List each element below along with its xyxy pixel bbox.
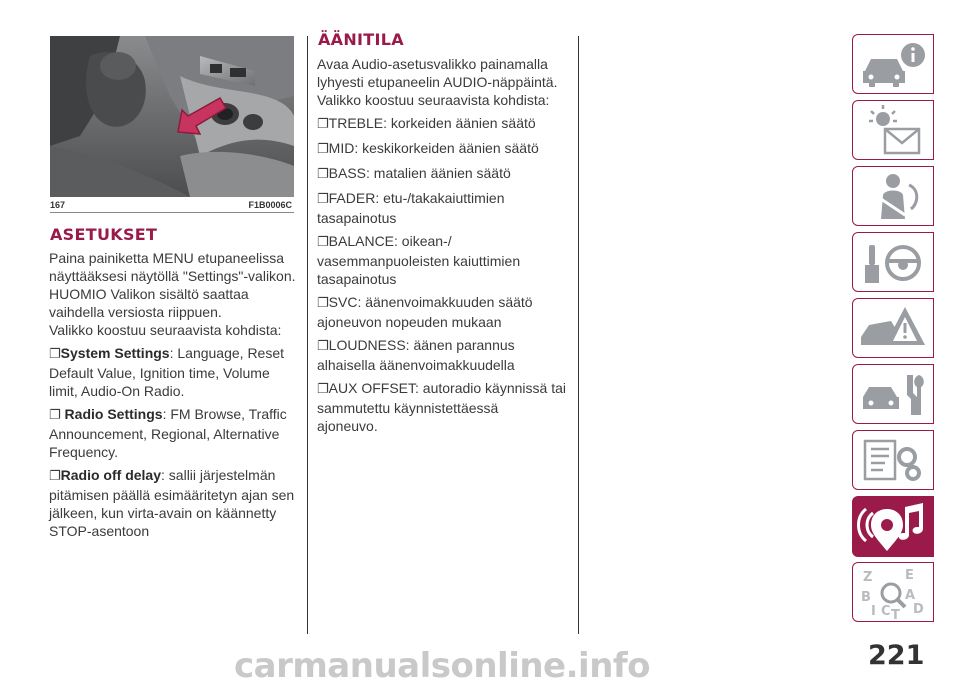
bullet-icon: ❐ xyxy=(49,347,61,362)
svg-text:I: I xyxy=(871,604,876,619)
bullet-icon: ❐ xyxy=(49,408,61,423)
bullet-icon: ❐ xyxy=(317,167,329,182)
intro-line: Paina painiketta MENU etupaneelissa xyxy=(49,250,285,266)
figure-caption xyxy=(50,198,294,212)
audio-item-fader: ❐FADER: etu-/takakaiuttimien tasapainotus xyxy=(317,190,505,226)
audio-item-bass: ❐BASS: matalien äänien säätö xyxy=(317,165,511,182)
tab-index[interactable] xyxy=(852,562,934,622)
document-gears-icon xyxy=(857,433,929,487)
svg-text:Z: Z xyxy=(863,570,873,585)
item-term: System Settings xyxy=(60,345,170,361)
tab-emergency[interactable] xyxy=(852,298,934,358)
settings-item-radio-off-delay: ❐Radio off delay: sallii järjestelmän pitämisen päällä esimääritetyn ajan sen jälkeen, kun virta-avain on käännetty STOP-asentoon xyxy=(49,467,295,539)
audio-item-treble: ❐TREBLE: korkeiden äänien säätö xyxy=(317,115,536,132)
column-divider xyxy=(307,36,308,634)
bullet-icon: ❐ xyxy=(317,382,329,397)
multimedia-icon xyxy=(857,499,929,555)
intro-line: vaihdella versiosta riippuen. xyxy=(49,304,222,320)
svg-text:D: D xyxy=(913,602,924,617)
svg-text:A: A xyxy=(905,588,916,603)
bullet-icon: ❐ xyxy=(317,117,329,132)
audio-item-loudness: ❐LOUDNESS: äänen parannus alhaisella äänenvoimakkuudella xyxy=(317,337,515,373)
svg-text:T: T xyxy=(891,608,900,619)
car-info-icon xyxy=(857,37,929,91)
figure-code: F1B0006C xyxy=(248,200,292,210)
bullet-icon: ❐ xyxy=(317,192,329,207)
lights-message-icon xyxy=(857,103,929,157)
bullet-icon: ❐ xyxy=(49,469,61,484)
item-term: Radio Settings xyxy=(64,406,163,422)
watermark: carmanualsonline.info xyxy=(234,646,651,686)
bullet-icon: ❐ xyxy=(317,339,329,354)
audio-mode-text xyxy=(317,55,579,440)
settings-text xyxy=(49,249,299,545)
intro-line: HUOMIO Valikon sisältö saattaa xyxy=(49,286,249,302)
car-warning-icon xyxy=(857,301,929,355)
index-letters-icon xyxy=(857,565,929,619)
key-steering-wheel-icon xyxy=(857,235,929,289)
item-term: Radio off delay xyxy=(60,467,162,483)
car-tools-icon xyxy=(857,367,929,421)
bullet-icon: ❐ xyxy=(317,142,329,157)
svg-text:E: E xyxy=(905,568,914,583)
audio-intro: Avaa Audio-asetusvalikko painamalla lyhyesti etupaneelin AUDIO-näppäintä. Valikko koostuu seuraavista kohdista: xyxy=(317,56,558,108)
bullet-icon: ❐ xyxy=(317,235,329,250)
figure-number: 167 xyxy=(50,200,66,210)
tab-lights-messages[interactable] xyxy=(852,100,934,160)
tab-safety[interactable] xyxy=(852,166,934,226)
settings-item-radio: ❐ Radio Settings: FM Browse, Traffic Announcement, Regional, Alternative Frequency. xyxy=(49,406,287,460)
column-divider-right xyxy=(578,36,579,634)
tab-maintenance[interactable] xyxy=(852,364,934,424)
intro-line: näyttääksesi näytöllä "Settings"-valikon. xyxy=(49,268,296,284)
airbag-person-icon xyxy=(857,169,929,223)
settings-intro xyxy=(49,249,299,339)
bullet-icon: ❐ xyxy=(317,296,329,311)
audio-mode-heading: ÄÄNITILA xyxy=(318,30,404,49)
page-number: 221 xyxy=(868,640,925,671)
tab-starting-driving[interactable] xyxy=(852,232,934,292)
console-illustration xyxy=(50,36,294,197)
tab-multimedia[interactable] xyxy=(852,496,934,557)
svg-text:C: C xyxy=(881,604,891,619)
tab-technical-data[interactable] xyxy=(852,430,934,490)
tab-car-info[interactable] xyxy=(852,34,934,94)
console-photo xyxy=(50,36,294,197)
svg-text:B: B xyxy=(861,590,871,605)
audio-item-balance: ❐BALANCE: oikean-/ vasemmanpuoleisten kaiuttimien tasapainotus xyxy=(317,233,521,287)
audio-item-svc: ❐SVC: äänenvoimakkuuden säätö ajoneuvon nopeuden mukaan xyxy=(317,294,533,330)
settings-item-system: ❐System Settings: Language, Reset Default Value, Ignition time, Volume limit, Audio-On Radio. xyxy=(49,345,285,399)
intro-line: Valikko koostuu seuraavista kohdista: xyxy=(49,322,282,338)
audio-item-mid: ❐MID: keskikorkeiden äänien säätö xyxy=(317,140,539,157)
caption-rule xyxy=(50,212,294,213)
settings-heading: ASETUKSET xyxy=(50,225,158,244)
audio-item-aux-offset: ❐AUX OFFSET: autoradio käynnissä tai sammutettu käynnistettäessä ajoneuvo. xyxy=(317,380,566,434)
